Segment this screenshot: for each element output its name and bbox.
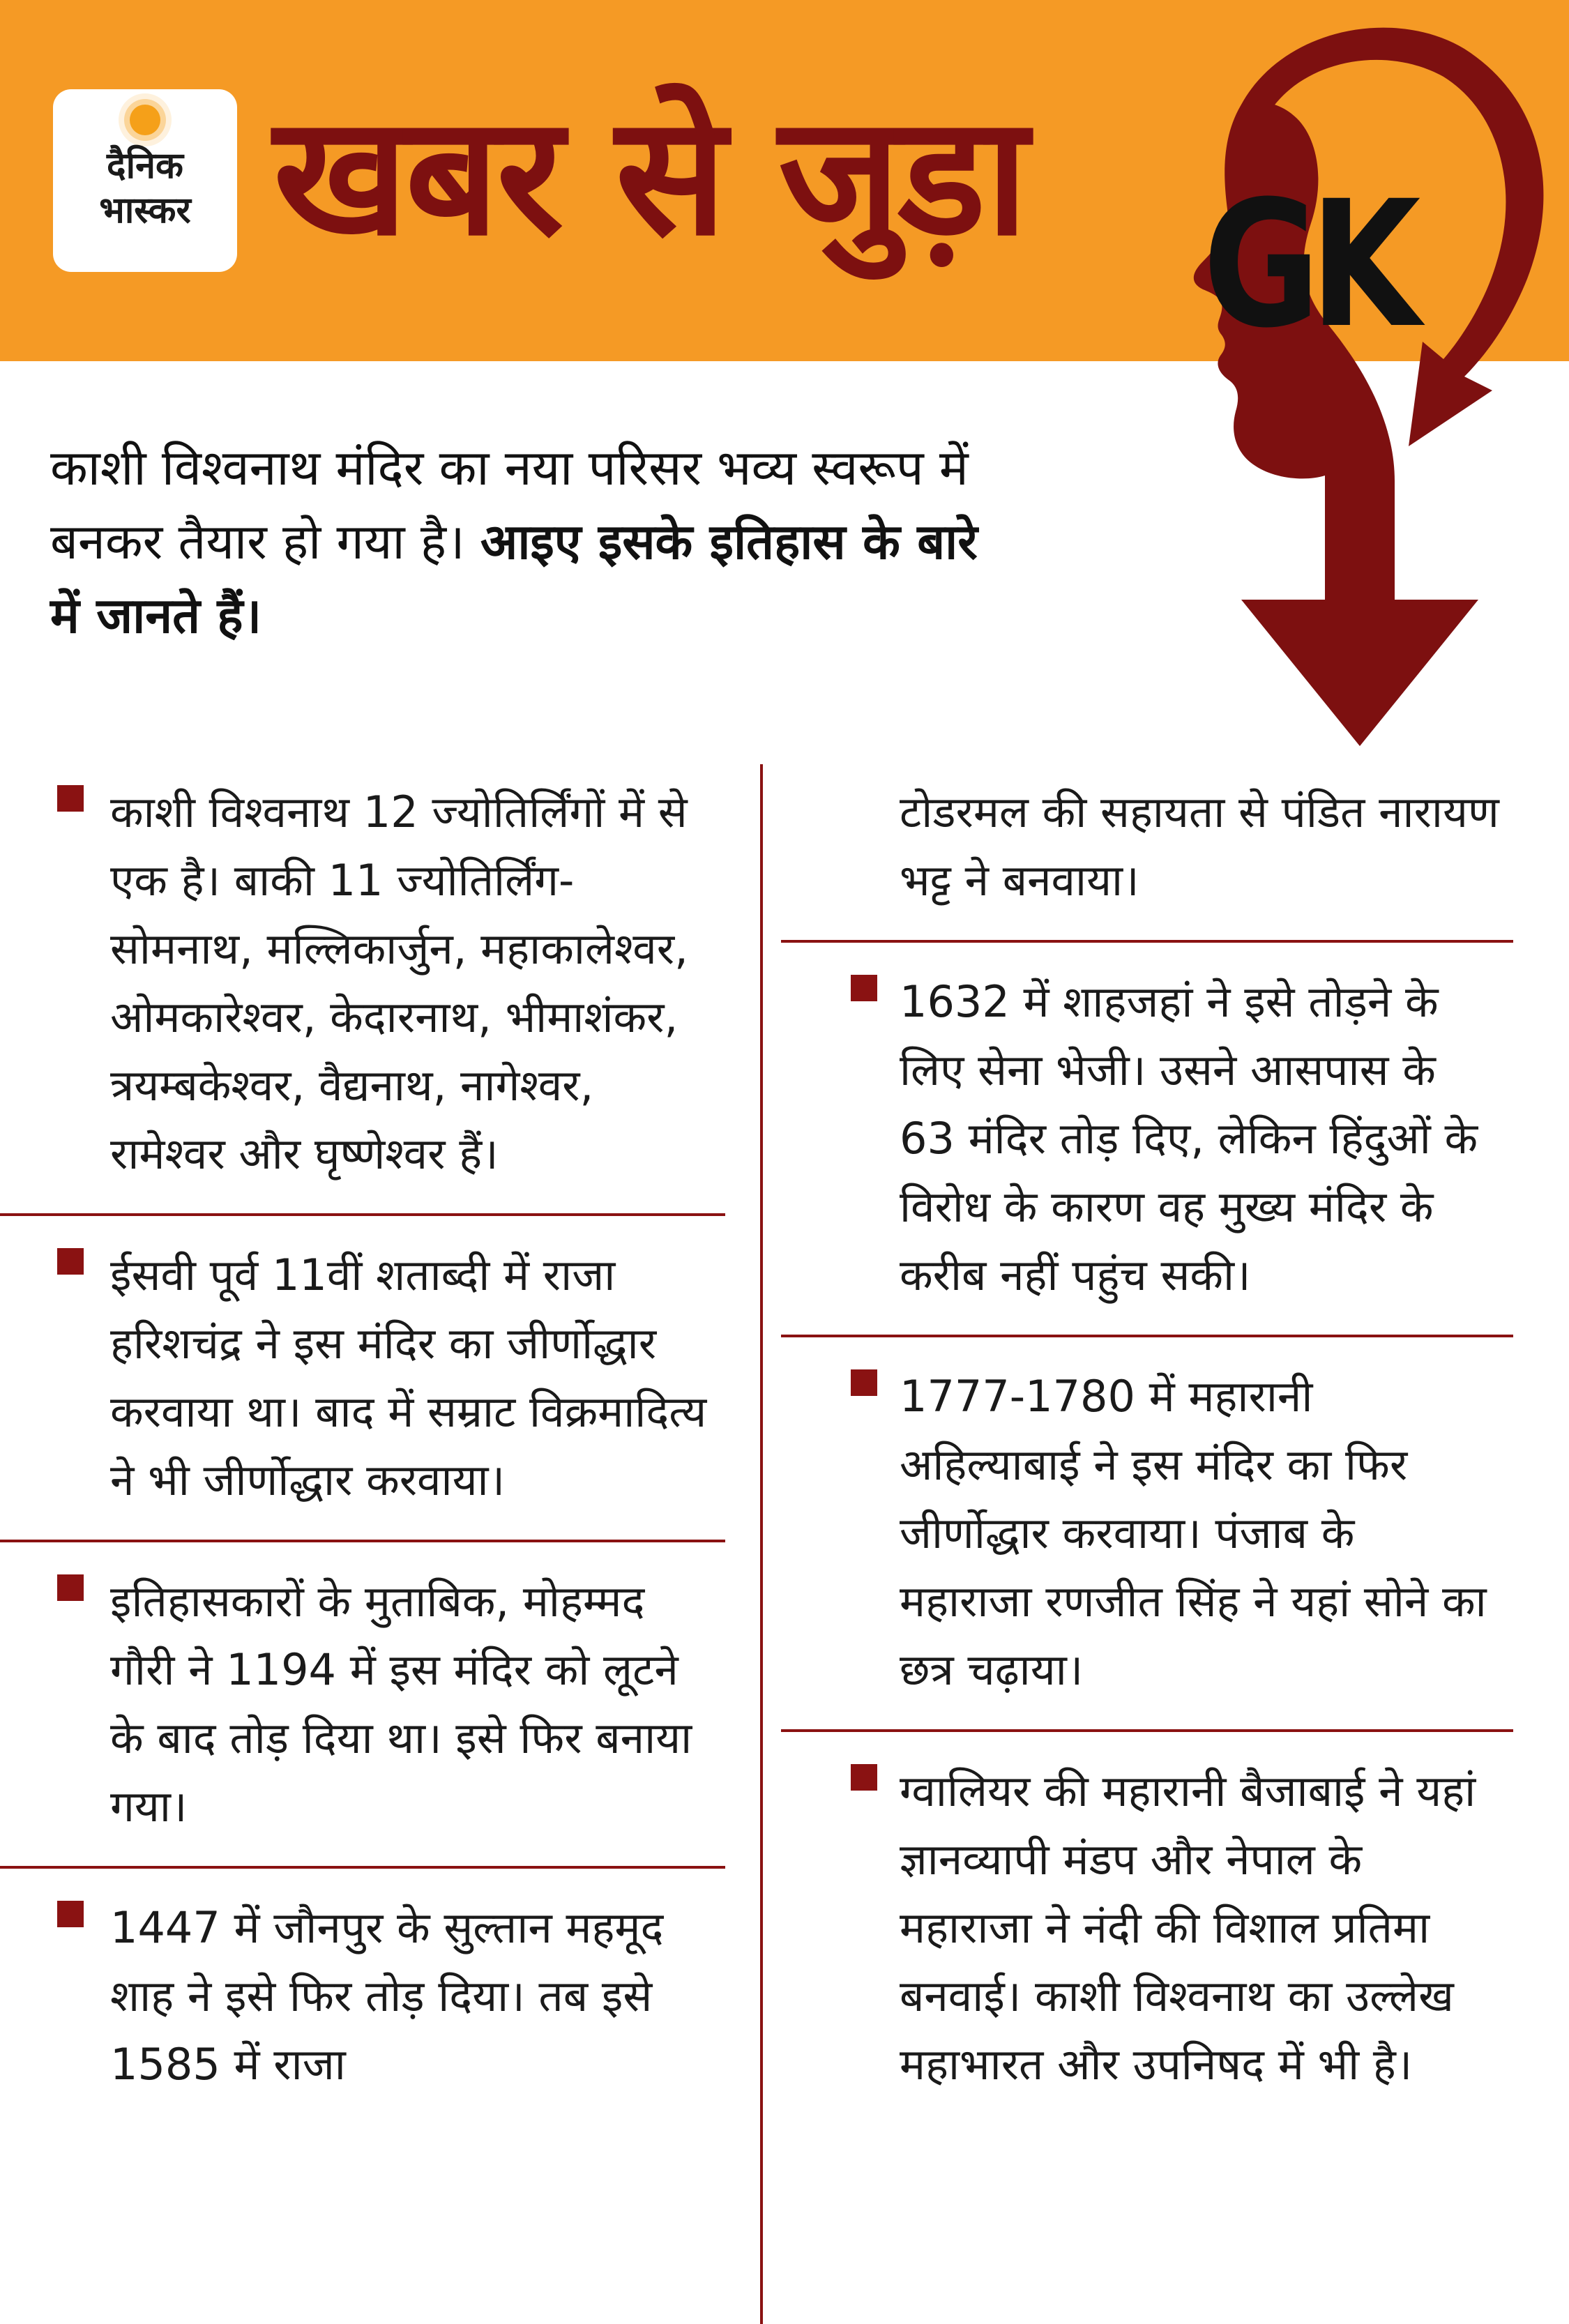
list-item-text: 1447 में जौनपुर के सुल्तान महमूद शाह ने इसे फिर तोड़ दिया। तब इसे 1585 में राजा: [110, 1902, 664, 2090]
head-silhouette-arrow-icon: [1032, 0, 1569, 788]
list-item-text: 1777-1780 में महारानी अहिल्याबाई ने इस मंदिर का फिर जीर्णोद्धार करवाया। पंजाब के महाराजा रणजीत सिंह ने यहां सोने का छत्र चढ़ाया।: [900, 1371, 1487, 1695]
page-title: खबर से जुड़ा: [273, 80, 1026, 272]
sun-icon: [130, 105, 160, 135]
list-item: [0, 753, 725, 1213]
square-bullet-icon: [57, 1574, 84, 1601]
logo-text-line-1: दैनिक: [107, 145, 183, 187]
list-item-text: काशी विश्वनाथ 12 ज्योतिर्लिंगों में से एक है। बाकी 11 ज्योतिर्लिंग- सोमनाथ, मल्लिकार्जुन, महाकालेश्वर, ओमकारेश्वर, केदारनाथ, भीमाशंकर, त्रयम्बकेश्वर, वैद्यनाथ, नागेश्वर, रामेश्वर और घृष्णेश्वर हैं।: [110, 787, 688, 1179]
square-bullet-icon: [57, 1248, 84, 1275]
continued-text: [781, 753, 1513, 940]
brand-logo: [53, 89, 237, 272]
list-item-text: ईसवी पूर्व 11वीं शताब्दी में राजा हरिशचंद्र ने इस मंदिर का जीर्णोद्धार करवाया था। बाद में सम्राट विक्रमादित्य ने भी जीर्णोद्धार करवाया।: [110, 1250, 707, 1505]
list-item-text: इतिहासकारों के मुताबिक, मोहम्मद गौरी ने 1194 में इस मंदिर को लूटने के बाद तोड़ दिया था। इसे फिर बनाया गया।: [110, 1576, 692, 1832]
list-item: [781, 943, 1513, 1335]
list-item: [781, 1732, 1513, 2124]
square-bullet-icon: [57, 785, 84, 812]
list-item: [0, 1869, 725, 2124]
list-item: [0, 1216, 725, 1540]
list-item: [781, 1337, 1513, 1729]
intro-text: काशी विश्वनाथ मंदिर का नया परिसर भव्य स्वरूप में बनकर तैयार हो गया है।: [50, 439, 969, 570]
square-bullet-icon: [851, 1369, 877, 1396]
continued-text-body: टोडरमल की सहायता से पंडित नारायण भट्ट ने बनवाया।: [900, 787, 1499, 906]
gk-badge: GK: [1203, 163, 1411, 366]
right-column: [781, 753, 1513, 2124]
square-bullet-icon: [851, 975, 877, 1001]
list-item-text: 1632 में शाहजहां ने इसे तोड़ने के लिए सेना भेजी। उसने आसपास के 63 मंदिर तोड़ दिए, लेकिन हिंदुओं के विरोध के कारण वह मुख्य मंदिर के करीब नहीं पहुंच सकी।: [900, 976, 1478, 1300]
intro-text-bold: आइए इसके इतिहास के बारे में जानते हैं।: [50, 513, 978, 644]
list-item-text: ग्वालियर की महारानी बैजाबाई ने यहां ज्ञानव्यापी मंडप और नेपाल के महाराजा ने नंदी की विशाल प्रतिमा बनवाई। काशी विश्वनाथ का उल्लेख महाभारत और उपनिषद में भी है।: [900, 1765, 1476, 2090]
logo-text-line-2: भास्कर: [99, 190, 191, 231]
list-item: [0, 1542, 725, 1866]
column-divider: [760, 764, 763, 2324]
left-column: [0, 753, 725, 2124]
square-bullet-icon: [57, 1901, 84, 1927]
intro-paragraph: [50, 431, 1013, 653]
square-bullet-icon: [851, 1764, 877, 1791]
